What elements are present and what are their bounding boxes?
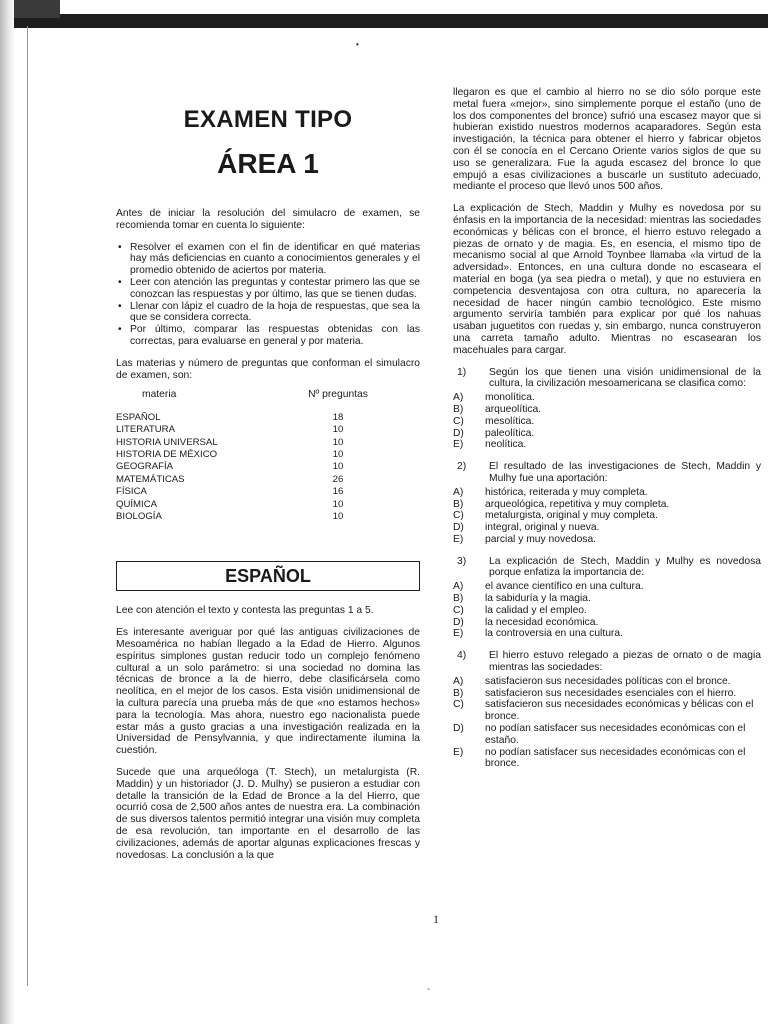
page-subtitle: ÁREA 1: [217, 148, 319, 179]
subject-name: GEOGRAFÍA: [116, 461, 174, 473]
answer-option: [453, 522, 761, 534]
left-page-line: [27, 26, 28, 986]
subject-count: 10: [332, 436, 344, 448]
question-block: [453, 461, 761, 546]
subject-count: 10: [332, 511, 344, 523]
option-letter: B): [453, 403, 464, 415]
answer-option: [453, 487, 761, 499]
option-letter: C): [453, 415, 464, 427]
option-letter: B): [453, 687, 464, 699]
answer-option: [453, 723, 761, 747]
answer-option: [453, 392, 761, 404]
passage-paragraph: llegaron es que el cambio al hierro no se dio sólo porque este metal fuera «mejor», sino simplemente porque el estaño (uno de los dos componentes del bronce) sufrió una escasez mayor que si hubieran existido nuestros modernos acaparadores. Según esta investigación, la técnica para obtener el hierro y fabricar objetos con él se conocía en el Cercano Oriente varios siglos de que su uso se generalizara. Fue la aguda escasez del bronce lo que empujó a esas civilizaciones a buscarle un sustituto adecuado, mediante el proceso que llevó unos 500 años.: [453, 87, 761, 193]
subject-count: 26: [332, 473, 344, 485]
question-3: [453, 556, 761, 580]
table-row: [116, 461, 378, 473]
answer-option: [453, 688, 761, 700]
option-letter: C): [453, 510, 464, 522]
answer-option: [453, 510, 761, 522]
answer-option: [453, 699, 761, 723]
subject-name: BIOLOGÍA: [116, 511, 162, 523]
option-text: satisfacieron sus necesidades económicas y bélicas con el bronce.: [485, 699, 754, 723]
option-text: no podían satisfacer sus necesidades económicas con el estaño.: [485, 723, 746, 746]
section-title-box: ESPAÑOL: [116, 561, 420, 591]
question-number: 4): [457, 650, 467, 662]
question-text: El resultado de las investigaciones de Stech, Maddin y Mulhy fue una aportación:: [489, 461, 761, 484]
subject-name: LITERATURA: [116, 424, 175, 436]
option-text: satisfacieron sus necesidades esenciales con el hierro.: [485, 687, 737, 699]
answer-option: [453, 593, 761, 605]
option-letter: B): [453, 593, 464, 605]
option-letter: E): [453, 439, 464, 451]
col-subject-header: materia: [142, 389, 177, 401]
option-letter: D): [453, 616, 464, 628]
answer-option: [453, 404, 761, 416]
subjects-intro: Las materias y número de preguntas que conforman el simulacro de examen, son:: [116, 357, 420, 381]
option-text: paleolítica.: [485, 427, 535, 439]
question-text: El hierro estuvo relegado a piezas de ornato o de magia mientras las sociedades:: [489, 650, 761, 674]
table-row: [116, 424, 378, 436]
answer-option: [453, 628, 761, 640]
option-text: parcial y muy novedosa.: [485, 533, 597, 545]
subject-name: FÍSICA: [116, 486, 147, 498]
subject-count: 10: [332, 461, 344, 473]
answer-option: [453, 439, 761, 451]
option-letter: D): [453, 427, 464, 439]
passage-paragraph: Sucede que una arqueóloga (T. Stech), un metalurgista (R. Maddin) y un historiador (J. D. Mulhy) se pusieron a estudiar con detalle la transición de la Edad de Bronce a la del Hierro, que ocurrió cosa de 2,500 años antes de nuestra era. La combinación de sus diversos talentos permitió integrar una visión muy completa de esa revolución, tan importante en el desarrollo de las civilizaciones, además de aportar algunas explicaciones frescas y novedosas. La conclusión a la que: [116, 766, 420, 861]
option-text: la sabiduría y la magia.: [485, 593, 591, 605]
table-row: [116, 474, 378, 486]
subjects-table: [116, 389, 378, 523]
instruction-item: • Leer con atención las preguntas y contestar primero las que se conozcan las respuestas y por último, las que se tienen dudas.: [130, 277, 420, 301]
passage-paragraph: La explicación de Stech, Maddin y Mulhy es novedosa por su énfasis en la importancia de la necesidad: mientras las sociedades económicas y bélicas con el bronce, el hierro estuvo relegado a piezas de ornato y de magia. Es, en esencia, el mismo tipo de mecanismo social al que Arnold Toynbee llamaba «la virtud de la adversidad». Entonces, en una cultura donde no escaseara el material en boga (ya sea piedra o metal), y que no estuviera en competencia desventajosa con otra cultura, no aparecería la necesidad de hacer ningún cambio tecnológico. Este mismo argumento serviría también para explicar por qué los nahuas usaban juguetitos con ruedas y, sin embargo, nunca construyeron una carreta tamaño adulto. Mientras no escasearan los macehuales para cargar.: [453, 203, 761, 356]
question-block: [453, 556, 761, 641]
left-page-edge: [0, 0, 14, 1024]
subject-count: 16: [332, 486, 344, 498]
answer-option: [453, 499, 761, 511]
question-4: [453, 650, 761, 674]
option-letter: D): [453, 723, 464, 735]
instruction-item: • Llenar con lápiz el cuadro de la hoja de respuestas, que sea la que se considera correcta.: [130, 301, 420, 325]
option-text: integral, original y nueva.: [485, 522, 600, 534]
option-letter: E): [453, 533, 464, 545]
subjects-table-header: [116, 389, 378, 411]
subject-name: HISTORIA DE MÉXICO: [116, 448, 218, 460]
scan-mark: `: [427, 988, 431, 999]
option-text: la necesidad económica.: [485, 616, 599, 628]
question-2: [453, 461, 761, 485]
table-row: [116, 437, 378, 449]
table-row: [116, 412, 378, 424]
answer-option: [453, 617, 761, 629]
right-column: [453, 87, 761, 780]
subject-count: 10: [332, 448, 344, 460]
option-text: la controversia en una cultura.: [485, 628, 623, 640]
answer-option: [453, 581, 761, 593]
option-letter: D): [453, 522, 464, 534]
page-number: 1: [433, 912, 439, 926]
option-letter: A): [453, 392, 464, 404]
instruction-item: • Resolver el examen con el fin de identificar en qué materias hay más deficiencias en cuanto a conocimientos generales y el promedio obtenido de aciertos por materia.: [130, 242, 420, 277]
table-row: [116, 511, 378, 523]
option-text: metalurgista, original y muy completa.: [485, 510, 658, 522]
option-letter: B): [453, 498, 464, 510]
option-letter: A): [453, 486, 464, 498]
question-number: 2): [457, 461, 467, 473]
option-text: arqueolítica.: [485, 403, 542, 415]
question-number: 1): [457, 366, 467, 378]
question-block: [453, 367, 761, 452]
page-title: EXAMEN TIPO: [183, 106, 353, 133]
option-text: neolítica.: [485, 439, 527, 451]
reading-instruction: Lee con atención el texto y contesta las preguntas 1 a 5.: [116, 605, 374, 617]
question-number: 3): [457, 555, 467, 567]
answer-option: [453, 676, 761, 688]
option-text: arqueológica, repetitiva y muy completa.: [485, 498, 670, 510]
passage-paragraph: Es interesante averiguar por qué las antiguas civilizaciones de Mesoamérica no habían llegado a la Edad de Hierro. Algunos espíritus simplones gustan reducir todo un complejo fenómeno cultural a un solo parámetro: si una sociedad no domina las técnicas de bronce a la de hierro, debe clasificársela como neolítica, en el mejor de los casos. Esta visión unidimensional de la cultura parecía una prueba más de que «no estamos hechos» para la tecnología. Mas ahora, nuestro ego nacionalista puede estar más a gusto gracias a una investigación realizada en la Universidad de Pensylvannia, y que indirectamente ilumina la cuestión.: [116, 627, 420, 757]
subject-count: 10: [332, 424, 344, 436]
option-text: no podían satisfacer sus necesidades económicas con el bronce.: [485, 746, 746, 770]
table-row: [116, 449, 378, 461]
left-column: [116, 96, 420, 871]
answer-option: [453, 534, 761, 546]
answer-option: [453, 416, 761, 428]
subject-name: MATEMÁTICAS: [116, 473, 185, 485]
col-count-header: Nº preguntas: [308, 389, 368, 401]
question-text: Según los que tienen una visión unidimensional de la cultura, la civilización mesoamericana se clasifica como:: [489, 366, 761, 390]
top-scan-bar: [0, 14, 768, 28]
top-margin: [0, 0, 768, 12]
option-text: monolítica.: [485, 392, 535, 404]
subject-name: HISTORIA UNIVERSAL: [116, 436, 218, 448]
answer-option: [453, 605, 761, 617]
option-text: el avance científico en una cultura.: [485, 581, 644, 593]
option-letter: C): [453, 699, 464, 711]
option-letter: E): [453, 628, 464, 640]
option-text: histórica, reiterada y muy completa.: [485, 486, 648, 498]
option-text: satisfacieron sus necesidades políticas con el bronce.: [485, 675, 731, 687]
option-letter: C): [453, 604, 464, 616]
instructions-list: [116, 242, 420, 348]
question-1: [453, 367, 761, 391]
subject-name: ESPAÑOL: [116, 411, 161, 423]
option-text: la calidad y el empleo.: [485, 604, 587, 616]
answer-option: [453, 747, 761, 771]
option-letter: A): [453, 675, 464, 687]
question-text: La explicación de Stech, Maddin y Mulhy es novedosa porque enfatiza la importancia de:: [489, 555, 761, 579]
answer-option: [453, 428, 761, 440]
subject-name: QUÍMICA: [116, 498, 158, 510]
option-letter: A): [453, 581, 464, 593]
subject-count: 18: [332, 411, 344, 423]
option-text: mesolítica.: [485, 415, 535, 427]
intro-paragraph: Antes de iniciar la resolución del simulacro de examen, se recomienda tomar en cuenta lo siguiente:: [116, 208, 420, 231]
subject-count: 10: [332, 498, 344, 510]
instruction-item: • Por último, comparar las respuestas obtenidas con las correctas, para evaluarse en general y por materia.: [130, 324, 420, 348]
table-row: [116, 486, 378, 498]
scan-speck: •: [356, 40, 359, 49]
option-letter: E): [453, 746, 464, 758]
question-block: [453, 650, 761, 770]
table-row: [116, 499, 378, 511]
